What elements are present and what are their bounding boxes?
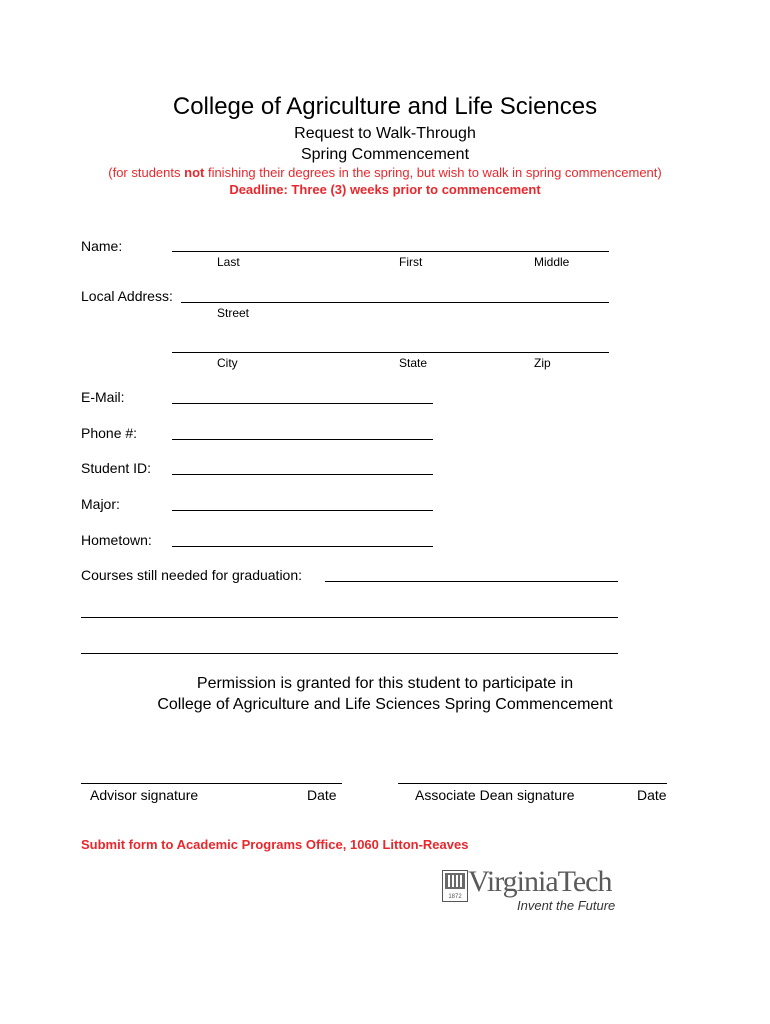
permission-line-2: College of Agriculture and Life Sciences Spring Commencement [157, 696, 613, 713]
note-suffix: finishing their degrees in the spring, but wish to walk in spring commencement) [204, 165, 662, 180]
hometown-label: Hometown: [81, 532, 152, 548]
street-field[interactable] [181, 302, 609, 303]
city-state-zip-field[interactable] [172, 352, 609, 353]
virginia-tech-wordmark: VirginiaTech [468, 865, 612, 898]
form-subtitle-1: Request to Walk-Through [294, 125, 476, 142]
student-id-label: Student ID: [81, 460, 152, 476]
state-caption: State [399, 356, 428, 370]
phone-label: Phone #: [81, 425, 138, 441]
major-label: Major: [81, 496, 120, 512]
dean-signature-label: Associate Dean signature [415, 787, 575, 803]
courses-field-1[interactable] [325, 581, 618, 582]
name-field[interactable] [172, 251, 609, 252]
dean-date-label: Date [637, 787, 667, 803]
note-prefix: (for students [108, 165, 185, 180]
courses-field-3[interactable] [81, 653, 618, 654]
email-field[interactable] [172, 403, 433, 404]
email-label: E-Mail: [81, 389, 125, 405]
name-label: Name: [81, 238, 123, 254]
courses-label: Courses still needed for graduation: [81, 567, 303, 583]
name-last-caption: Last [217, 255, 240, 269]
note-bold: not [184, 165, 205, 180]
city-caption: City [217, 356, 238, 370]
deadline-text: Deadline: Three (3) weeks prior to commencement [229, 182, 541, 197]
submit-instruction: Submit form to Academic Programs Office, 1060 Litton-Reaves [81, 837, 469, 852]
form-title: College of Agriculture and Life Sciences [172, 93, 598, 120]
dean-signature-line[interactable] [398, 783, 667, 784]
address-label: Local Address: [81, 288, 173, 304]
virginia-tech-tagline: Invent the Future [517, 898, 616, 913]
seal-year: 1872 [448, 894, 462, 900]
courses-field-2[interactable] [81, 617, 618, 618]
phone-field[interactable] [172, 439, 433, 440]
major-field[interactable] [172, 510, 433, 511]
name-middle-caption: Middle [534, 255, 570, 269]
street-caption: Street [217, 306, 250, 320]
virginia-tech-seal-icon [442, 870, 468, 902]
eligibility-note [0, 165, 770, 180]
advisor-signature-label: Advisor signature [90, 787, 199, 803]
advisor-signature-line[interactable] [81, 783, 342, 784]
permission-line-1: Permission is granted for this student to participate in [196, 675, 574, 692]
hometown-field[interactable] [172, 546, 433, 547]
advisor-date-label: Date [307, 787, 337, 803]
zip-caption: Zip [534, 356, 551, 370]
student-id-field[interactable] [172, 474, 433, 475]
name-first-caption: First [399, 255, 423, 269]
form-subtitle-2: Spring Commencement [300, 146, 470, 163]
